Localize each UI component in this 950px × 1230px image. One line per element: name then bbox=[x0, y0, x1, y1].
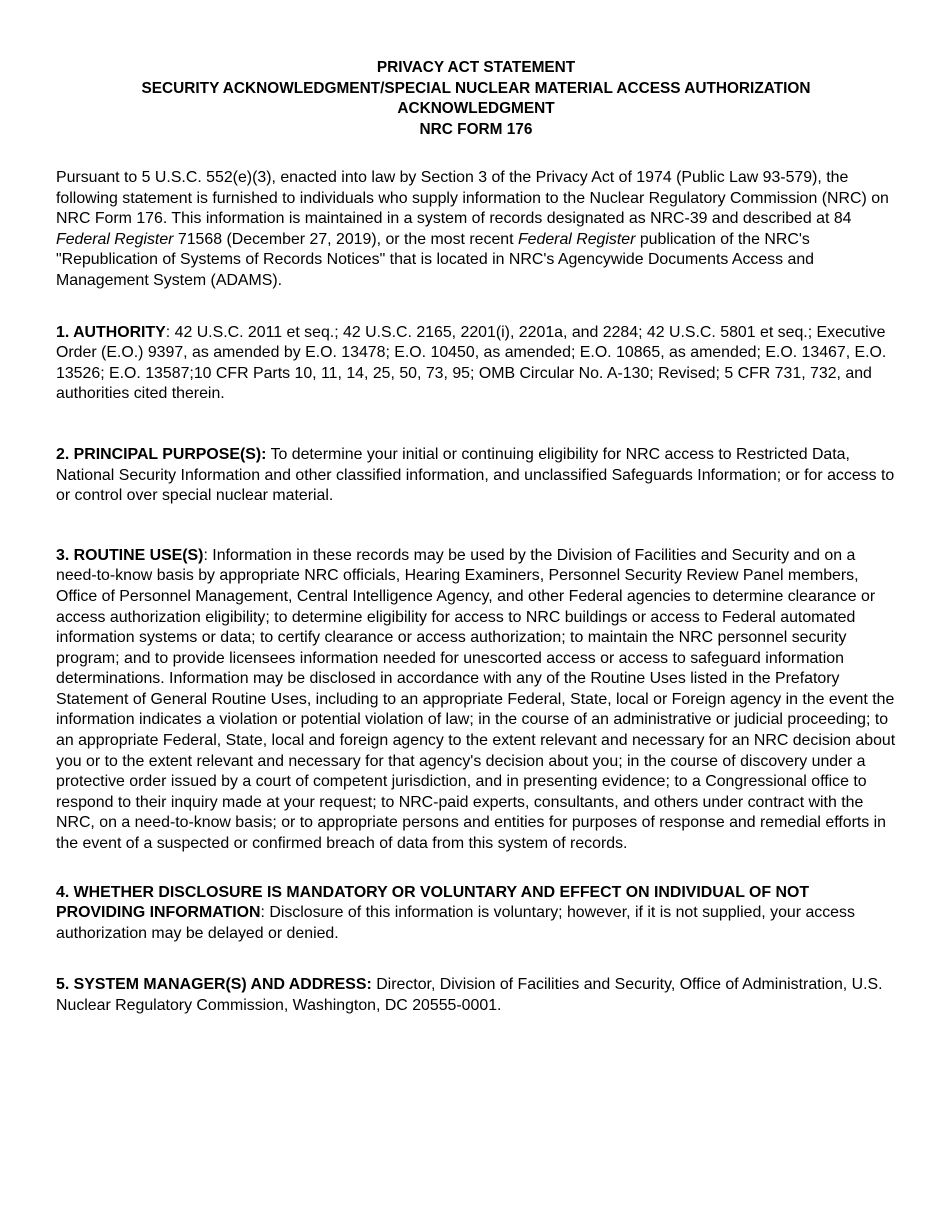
section-purpose-heading: 2. PRINCIPAL PURPOSE(S): bbox=[56, 445, 267, 463]
section-disclosure bbox=[56, 883, 896, 945]
intro-paragraph bbox=[56, 168, 896, 292]
section-authority bbox=[56, 323, 896, 405]
title-line-4: NRC FORM 176 bbox=[419, 120, 533, 138]
section-purpose-body: To determine your initial or continuing eligibility for NRC access to Restricted Data, National Security Information and other classified information, and unclassified Safeguards Information; or for access to or control over special nuclear material. bbox=[56, 445, 895, 505]
intro-italic-1: Federal Register bbox=[56, 230, 174, 248]
intro-text-1: Pursuant to 5 U.S.C. 552(e)(3), enacted into law by Section 3 of the Privacy Act of 1974 (Public Law 93-579), the following statement is furnished to individuals who supply information to the Nuclear Regulatory Commission (NRC) on NRC Form 176. This information is maintained in a system of records designated as NRC-39 and described at 84 bbox=[56, 169, 889, 228]
section-system-manager-body: Director, Division of Facilities and Security, Office of Administration, U.S. Nuclear Regulatory Commission, Washington, DC 20555-0001. bbox=[56, 976, 883, 1014]
intro-text-3: publication of the NRC's "Republication of Systems of Records Notices" that is located in NRC's Agencywide Documents Access and Management System (ADAMS). bbox=[56, 230, 814, 289]
document-title bbox=[48, 58, 904, 140]
section-routine-use-body: : Information in these records may be used by the Division of Facilities and Security and on a need-to-know basis by appropriate NRC officials, Hearing Examiners, Personnel Security Review Panel members, Office of Personnel Management, Central Intelligence Agency, and other Federal agencies to determine clearance or access authorization eligibility; to determine eligibility for access to NRC buildings or access to Federal automated information systems or data; to certify clearance or access authorization; to maintain the NRC personnel security program; and to provide licensees information needed for unescorted access or access to safeguard information determinations. Information may be disclosed in accordance with any of the Routine Uses listed in the Prefatory Statement of General Routine Uses, including to an appropriate Federal, State, local or Foreign agency in the event the information indicates a violation or potential violation of law; in the course of an administrative or judicial proceeding; to an appropriate Federal, State, local and foreign agency to the extent relevant and necessary for an NRC decision about you or to the extent relevant and necessary for that agency's decision about you; in the course of discovery under a protective order issued by a court of competent jurisdiction, and in presenting evidence; to a Congressional office to respond to their inquiry made at your request; to NRC-paid experts, consultants, and others under contract with the NRC, on a need-to-know basis; or to appropriate persons and entities for purposes of response and remedial efforts in the event of a suspected or confirmed breach of data from this system of records. bbox=[56, 546, 896, 853]
document-page bbox=[56, 58, 896, 1017]
title-line-2: SECURITY ACKNOWLEDGMENT/SPECIAL NUCLEAR MATERIAL ACCESS AUTHORIZATION bbox=[141, 79, 811, 97]
section-system-manager bbox=[56, 975, 896, 1016]
section-authority-body: : 42 U.S.C. 2011 et seq.; 42 U.S.C. 2165, 2201(i), 2201a, and 2284; 42 U.S.C. 5801 et seq.; Executive Order (E.O.) 9397, as amended by E.O. 13478; E.O. 10450, as amended; E.O. 10865, as amended; E.O. 13467, E.O. 13526; E.O. 13587;10 CFR Parts 10, 11, 14, 25, 50, 73, 95; OMB Circular No. A-130; Revised; 5 CFR 731, 732, and authorities cited therein. bbox=[56, 323, 887, 403]
section-routine-use-heading: 3. ROUTINE USE(S) bbox=[56, 546, 204, 564]
section-disclosure-body: : Disclosure of this information is voluntary; however, if it is not supplied, your access authorization may be delayed or denied. bbox=[56, 904, 855, 942]
intro-italic-2: Federal Register bbox=[517, 230, 636, 248]
section-system-manager-heading: 5. SYSTEM MANAGER(S) AND ADDRESS: bbox=[56, 976, 372, 994]
section-principal-purpose bbox=[56, 445, 896, 507]
section-disclosure-heading: 4. WHETHER DISCLOSURE IS MANDATORY OR VOLUNTARY AND EFFECT ON INDIVIDUAL OF NOT PROVIDING INFORMATION bbox=[56, 883, 810, 922]
title-line-1: PRIVACY ACT STATEMENT bbox=[376, 59, 576, 76]
title-line-3: ACKNOWLEDGMENT bbox=[397, 100, 555, 117]
intro-text-2: 71568 (December 27, 2019), or the most recent bbox=[173, 230, 518, 248]
section-authority-heading: 1. AUTHORITY bbox=[56, 323, 166, 341]
section-routine-use bbox=[56, 546, 896, 855]
